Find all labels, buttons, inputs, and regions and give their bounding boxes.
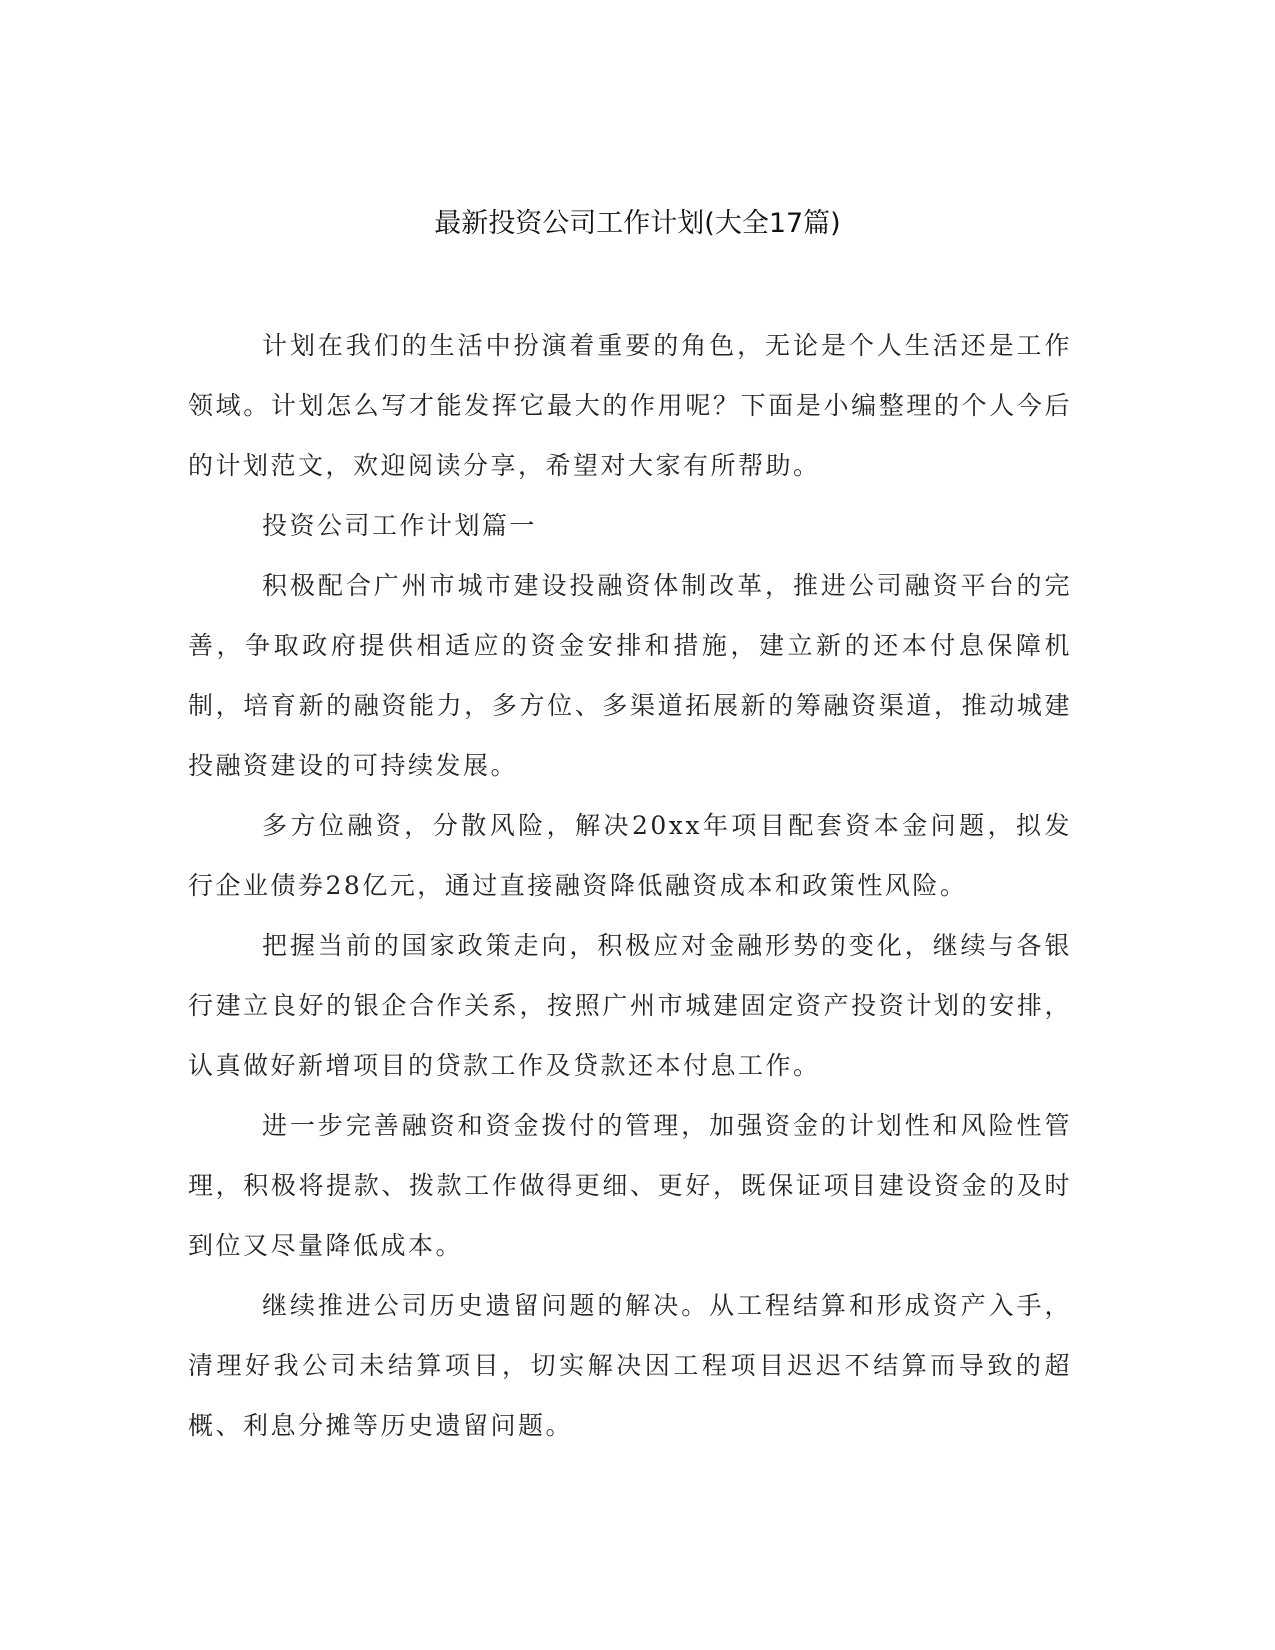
document-title: 最新投资公司工作计划(大全17篇) — [434, 208, 841, 239]
document-body — [188, 316, 1072, 1456]
body-paragraph: 把握当前的国家政策走向，积极应对金融形势的变化，继续与各银行建立良好的银企合作关系，按照广州市城建固定资产投资计划的安排，认真做好新增项目的贷款工作及贷款还本付息工作。 — [188, 931, 1072, 1080]
body-paragraph: 积极配合广州市城市建设投融资体制改革，推进公司融资平台的完善，争取政府提供相适应的资金安排和措施，建立新的还本付息保障机制，培育新的融资能力，多方位、多渠道拓展新的筹融资渠道，推动城建投融资建设的可持续发展。 — [188, 571, 1072, 780]
intro-paragraph: 计划在我们的生活中扮演着重要的角色，无论是个人生活还是工作领域。计划怎么写才能发挥它最大的作用呢？下面是小编整理的个人今后的计划范文，欢迎阅读分享，希望对大家有所帮助。 — [188, 331, 1072, 480]
body-paragraph: 多方位融资，分散风险，解决20xx年项目配套资本金问题，拟发行企业债券28亿元，通过直接融资降低融资成本和政策性风险。 — [188, 811, 1072, 900]
section-heading: 投资公司工作计划篇一 — [262, 511, 538, 540]
body-paragraph: 进一步完善融资和资金拨付的管理，加强资金的计划性和风险性管理，积极将提款、拨款工作做得更细、更好，既保证项目建设资金的及时到位又尽量降低成本。 — [188, 1111, 1072, 1260]
body-paragraph: 继续推进公司历史遗留问题的解决。从工程结算和形成资产入手，清理好我公司未结算项目，切实解决因工程项目迟迟不结算而导致的超概、利息分摊等历史遗留问题。 — [188, 1291, 1072, 1440]
